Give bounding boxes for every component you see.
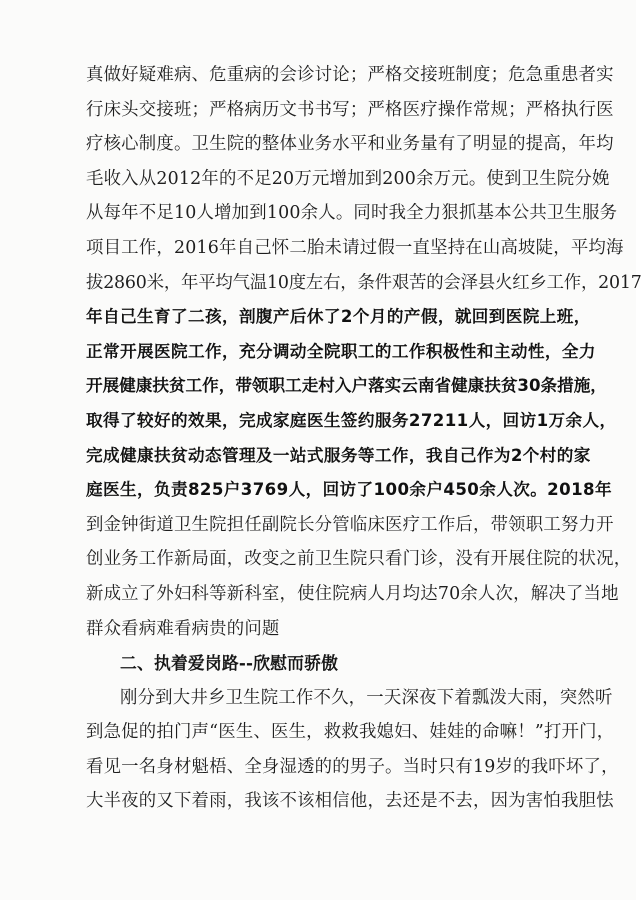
text-line-20: 看见一名身材魁梧、全身湿透的的男子。当时只有19岁的我吓坏了， [86, 756, 619, 777]
text-line-19: 到急促的拍门声“医生、医生，救救我媳妇、娃娃的命嘛！”打开门， [86, 722, 615, 743]
text-line-7: 拔2860米，年平均气温10度左右，条件艰苦的会泽县火红乡工作，2017 [86, 272, 642, 293]
text-line-13: 庭医生，负责825户3769人，回访了100余户450余人次。2018年 [86, 480, 612, 500]
text-line-11: 取得了较好的效果，完成家庭医生签约服务27211人，回访1万余人， [86, 410, 617, 430]
text-line-1: 真做好疑难病、危重病的会诊讨论；严格交接班制度；危急重患者实 [86, 65, 614, 85]
text-line-17: 群众看病难看病贵的问题 [86, 618, 280, 639]
text-line-6: 项目工作，2016年自己怀二胎未请过假一直坚持在山高坡陡，平均海 [86, 237, 624, 258]
text-line-12: 完成健康扶贫动态管理及一站式服务等工作，我自己作为2个村的家 [86, 445, 591, 465]
text-line-9: 正常开展医院工作，充分调动全院职工的工作积极性和主动性，全力 [86, 341, 596, 361]
text-line-16: 新成立了外妇科等新科室，使住院病人月均达70余人次，解决了当地 [86, 583, 619, 604]
text-line-21: 大半夜的又下着雨，我该不该相信他，去还是不去，因为害怕我胆怯 [86, 791, 614, 812]
text-line-8: 年自己生育了二孩，剖腹产后休了2个月的产假，就回到医院上班， [86, 307, 591, 327]
text-line-2: 行床头交接班；严格病历文书书写；严格医疗操作常规；严格执行医 [86, 99, 614, 120]
section-heading: 二、执着爱岗路--欣慰而骄傲 [120, 653, 339, 674]
text-line-3: 疗核心制度。卫生院的整体业务水平和业务量有了明显的提高，年均 [86, 134, 614, 155]
text-line-15: 创业务工作新局面，改变之前卫生院只看门诊，没有开展住院的状况， [86, 549, 632, 570]
text-line-18: 刚分到大井乡卫生院工作不久，一天深夜下着瓢泼大雨，突然听 [120, 687, 613, 708]
text-line-4: 毛收入从2012年的不足20万元增加到200余万元。使到卫生院分娩 [86, 168, 610, 189]
text-line-5: 从每年不足10人增加到100余人。同时我全力狠抓基本公共卫生服务 [86, 203, 618, 224]
text-line-10: 开展健康扶贫工作，带领职工走村入户落实云南省健康扶贫30条措施， [86, 376, 607, 396]
text-line-14: 到金钟街道卫生院担任副院长分管临床医疗工作后，带领职工努力开 [86, 514, 614, 535]
body-text [86, 58, 642, 819]
